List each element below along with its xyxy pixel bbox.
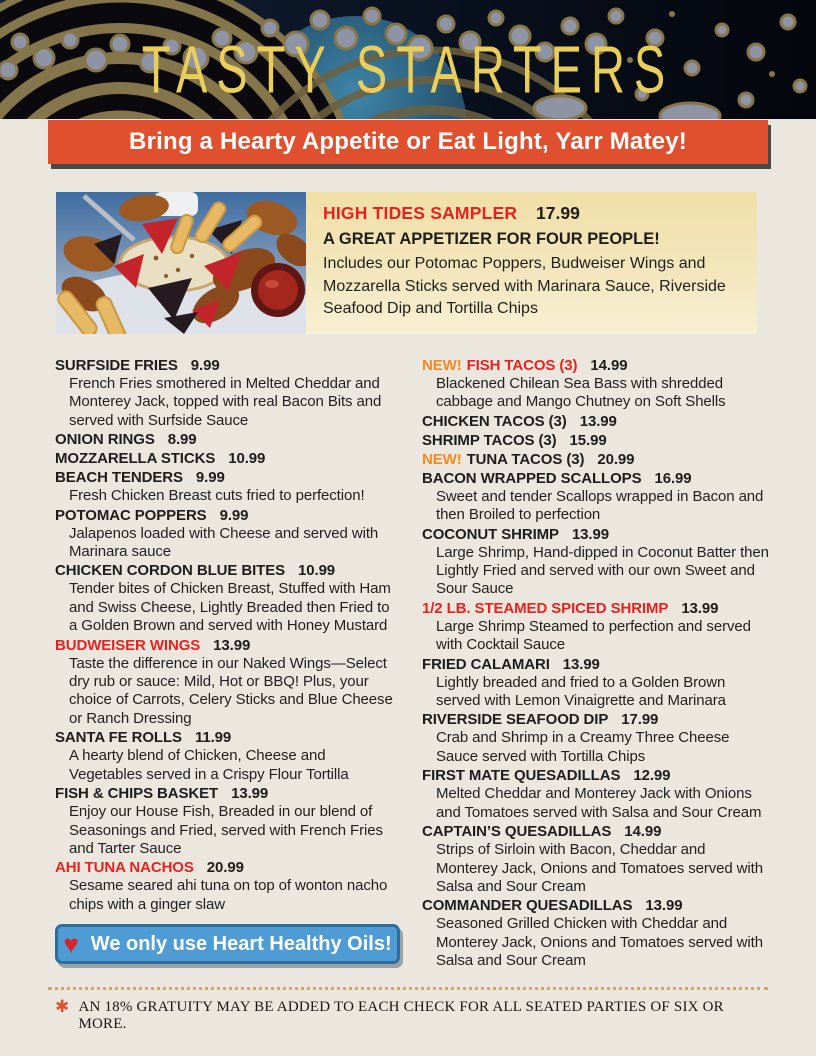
menu-item-price: 15.99	[569, 431, 607, 449]
new-badge: NEW!	[422, 450, 462, 468]
page-title: TASTY STARTERS	[141, 31, 675, 107]
menu-item-description: Large Shrimp Steamed to perfection and served with Cocktail Sauce	[436, 617, 751, 654]
new-badge: NEW!	[422, 357, 462, 374]
menu-item-name: SHRIMP TACOS (3)	[422, 431, 557, 449]
menu-item-price: 13.99	[571, 525, 609, 543]
menu-item-name: POTOMAC POPPERS	[55, 506, 207, 524]
menu-item-header	[422, 525, 770, 544]
menu-item-description: Melted Cheddar and Monterey Jack with Onions and Tomatoes served with Salsa and Sour Cream	[436, 785, 762, 821]
menu-item-price: 20.99	[206, 859, 244, 877]
menu-item	[422, 766, 770, 822]
menu-item-header	[55, 468, 400, 487]
gratuity-note	[55, 996, 768, 1033]
menu-item-price: 9.99	[219, 506, 249, 524]
menu-item-name: FISH TACOS (3)	[466, 357, 578, 374]
menu-item-header	[55, 784, 400, 803]
menu-item-price: 13.99	[579, 412, 617, 430]
menu-item-description: Sesame seared ahi tuna on top of wonton nacho chips with a ginger slaw	[69, 877, 388, 913]
page-header	[0, 0, 816, 119]
menu-item-name: FIRST MATE QUESADILLAS	[422, 767, 621, 785]
menu-item	[55, 784, 400, 858]
menu-item-price: 14.99	[590, 357, 628, 374]
menu-item-price: 13.99	[231, 785, 269, 803]
menu-item	[422, 599, 770, 655]
menu-item-description: Crab and Shrimp in a Creamy Three Cheese Sauce served with Tortilla Chips	[436, 729, 730, 765]
menu-item-price: 8.99	[167, 431, 197, 449]
menu-item	[55, 356, 400, 430]
menu-item-description: Taste the difference in our Naked Wings—Select dry rub or sauce: Mild, Hot or BBQ! Plus, your choice of Carrots, Celery Sticks and Blue Cheese or Ranch Dressing	[69, 654, 393, 727]
menu-item-header	[55, 858, 400, 877]
featured-price: 17.99	[536, 203, 580, 223]
menu-item-name: SURFSIDE FRIES	[55, 357, 178, 374]
menu-item-name: CAPTAIN’S QUESADILLAS	[422, 823, 612, 841]
menu-item	[55, 636, 400, 729]
menu-item-description: Blackened Chilean Sea Bass with shredded cabbage and Mango Chutney on Soft Shells	[436, 375, 726, 411]
menu-item	[422, 469, 770, 525]
menu-item-description: Enjoy our House Fish, Breaded in our blend of Seasonings and Fried, served with French Fries and Tarter Sauce	[69, 803, 383, 857]
asterisk-icon: ✱	[55, 996, 70, 1017]
menu-item-header	[422, 469, 770, 488]
menu-item-name: CHICKEN TACOS (3)	[422, 412, 567, 430]
menu-item	[422, 412, 770, 431]
menu-item-name: BACON WRAPPED SCALLOPS	[422, 469, 642, 487]
menu-item-price: 9.99	[190, 357, 220, 374]
menu-item-name: BEACH TENDERS	[55, 469, 183, 487]
menu-column-right	[422, 356, 770, 971]
menu-item-description: Large Shrimp, Hand-dipped in Coconut Batter then Lightly Fried and served with our own Sweet and Sour Sauce	[436, 543, 769, 598]
menu-item	[422, 356, 770, 412]
menu-item	[422, 655, 770, 711]
featured-description: Includes our Potomac Poppers, Budweiser Wings and Mozzarella Sticks served with Marinara Sauce, Riverside Seafood Dip and Tortilla Chips	[323, 255, 726, 318]
menu-item-price: 10.99	[298, 562, 336, 580]
menu-item-header	[55, 561, 400, 580]
menu-column-left	[55, 356, 400, 971]
menu-item	[55, 468, 400, 505]
menu-item-price: 16.99	[654, 469, 692, 487]
menu-item-name: 1/2 LB. STEAMED SPICED SHRIMP	[422, 599, 669, 617]
menu-item-name: FISH & CHIPS BASKET	[55, 785, 219, 803]
menu-item	[422, 450, 770, 469]
menu-item-name: CHICKEN CORDON BLUE BITES	[55, 562, 286, 580]
menu-item-description: Sweet and tender Scallops wrapped in Bacon and then Broiled to perfection	[436, 487, 764, 524]
appetizer-platter-photo	[56, 192, 306, 334]
menu-item-header	[55, 728, 400, 747]
menu-item-name: MOZZARELLA STICKS	[55, 450, 216, 468]
menu-item-price: 14.99	[624, 823, 662, 841]
menu-item-header	[422, 766, 770, 785]
menu-item	[422, 896, 770, 970]
menu-item	[422, 710, 770, 766]
menu-item-header	[55, 430, 400, 449]
subtitle-text: Bring a Hearty Appetite or Eat Light, Yarr Matey!	[129, 128, 687, 155]
menu-item-name: COMMANDER QUESADILLAS	[422, 897, 633, 915]
menu-item-header	[422, 356, 770, 375]
menu-item	[422, 525, 770, 599]
menu-item-name: ONION RINGS	[55, 431, 155, 449]
menu-item-description: Strips of Sirloin with Bacon, Cheddar and Monterey Jack, Onions and Tomatoes served with Salsa and Sour Cream	[436, 841, 763, 895]
menu-item-header	[422, 710, 770, 729]
menu-item	[55, 506, 400, 562]
menu-item	[55, 561, 400, 635]
menu-item-header	[422, 450, 770, 469]
menu-item-price: 13.99	[645, 897, 683, 915]
heart-icon: ♥	[63, 929, 79, 960]
menu-item-price: 9.99	[195, 469, 225, 487]
menu-item	[422, 822, 770, 896]
menu-item-description: Lightly breaded and fried to a Golden Brown served with Lemon Vinaigrette and Marinara	[436, 673, 726, 710]
menu-item-name: RIVERSIDE SEAFOOD DIP	[422, 711, 609, 729]
subtitle-banner	[48, 120, 768, 164]
menu-item-name: BUDWEISER WINGS	[55, 636, 201, 654]
menu-item	[422, 431, 770, 450]
menu-item-name: AHI TUNA NACHOS	[55, 859, 194, 877]
menu-item-price: 13.99	[213, 636, 251, 654]
menu-item-header	[55, 356, 400, 375]
menu-item-name: SANTA FE ROLLS	[55, 729, 182, 747]
menu-item-header	[55, 506, 400, 525]
menu-item-price: 12.99	[633, 767, 671, 785]
featured-text-box	[306, 192, 757, 334]
heart-healthy-banner	[55, 924, 400, 964]
gratuity-text: AN 18% GRATUITY MAY BE ADDED TO EACH CHECK FOR ALL SEATED PARTIES OF SIX OR MORE.	[78, 998, 724, 1032]
menu-columns	[55, 356, 770, 971]
menu-item-description: Jalapenos loaded with Cheese and served with Marinara sauce	[69, 524, 379, 561]
menu-item-price: 20.99	[597, 450, 635, 468]
menu-item-description: A hearty blend of Chicken, Cheese and Vegetables served in a Crispy Flour Tortilla	[69, 747, 349, 783]
menu-item-price: 10.99	[228, 450, 266, 468]
menu-item-name: FRIED CALAMARI	[422, 655, 550, 673]
menu-item	[55, 430, 400, 449]
menu-item-name: TUNA TACOS (3)	[466, 450, 585, 468]
menu-item-header	[422, 412, 770, 431]
menu-item-description: Tender bites of Chicken Breast, Stuffed with Ham and Swiss Cheese, Lightly Breaded then Fried to a Golden Brown and served with Honey Mustard	[69, 580, 391, 635]
menu-item-header	[55, 636, 400, 655]
menu-item-header	[422, 655, 770, 674]
menu-item	[55, 858, 400, 914]
featured-item	[56, 192, 757, 334]
menu-item-header	[422, 599, 770, 618]
menu-item-price: 11.99	[194, 729, 232, 747]
menu-item-description: French Fries smothered in Melted Cheddar and Monterey Jack, topped with real Bacon Bits and served with Surfside Sauce	[69, 375, 382, 429]
menu-item-description: Seasoned Grilled Chicken with Cheddar and Monterey Jack, Onions and Tomatoes served with Salsa and Sour Cream	[436, 915, 763, 970]
featured-tagline: A GREAT APPETIZER FOR FOUR PEOPLE!	[323, 230, 660, 248]
menu-item-price: 13.99	[562, 655, 600, 673]
dotted-divider	[48, 987, 768, 990]
heart-healthy-text: We only use Heart Healthy Oils!	[90, 932, 392, 955]
menu-item-header	[55, 449, 400, 468]
menu-item	[55, 728, 400, 784]
menu-item-header	[422, 431, 770, 450]
menu-item-header	[422, 822, 770, 841]
menu-item-name: COCONUT SHRIMP	[422, 525, 559, 543]
menu-item-price: 17.99	[621, 711, 659, 729]
featured-name: HIGH TIDES SAMPLER	[323, 203, 518, 223]
menu-item-price: 13.99	[681, 599, 719, 617]
menu-item-description: Fresh Chicken Breast cuts fried to perfection!	[69, 487, 365, 505]
menu-item	[55, 449, 400, 468]
menu-item-header	[422, 896, 770, 915]
